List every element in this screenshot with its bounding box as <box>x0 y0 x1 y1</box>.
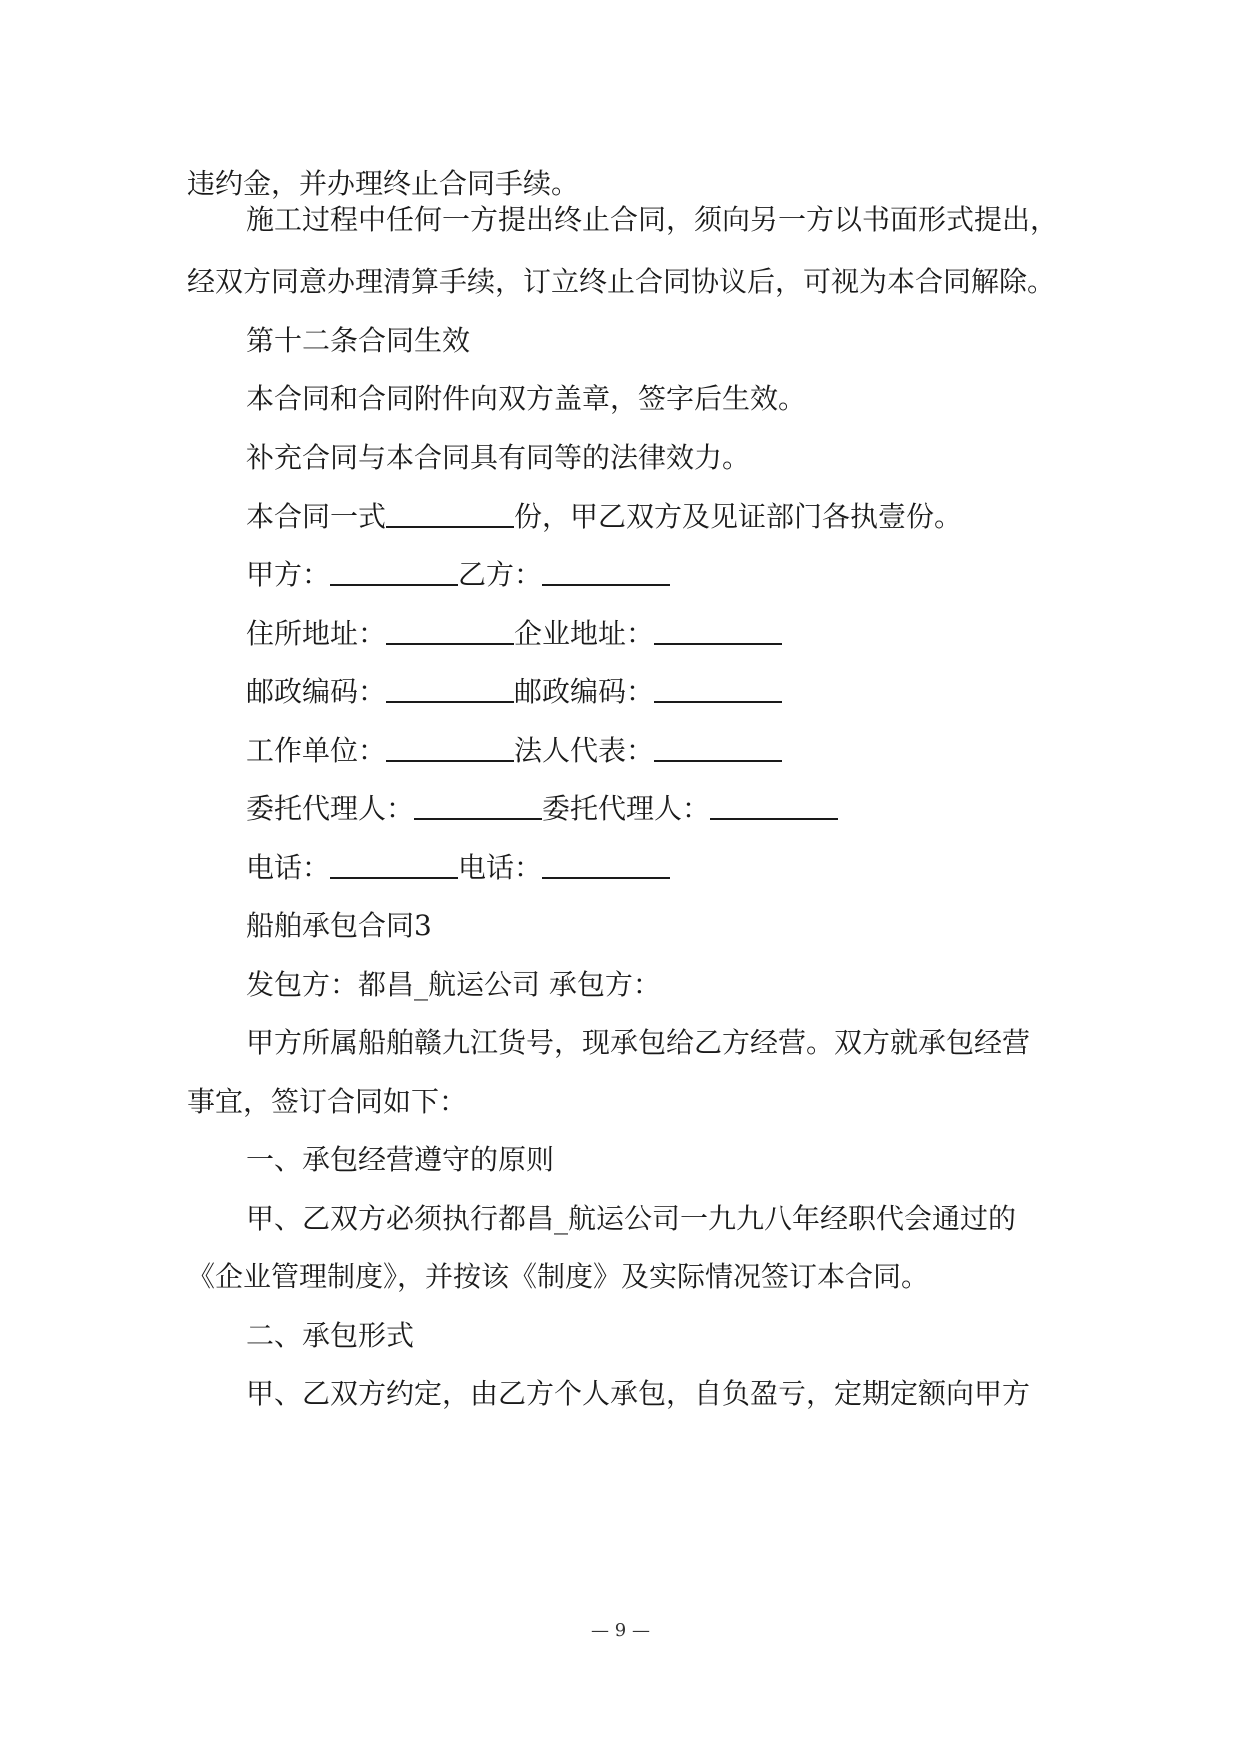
section-heading: 一、承包经营遵守的原则 <box>246 1143 555 1176</box>
signature-row <box>0 672 1241 712</box>
parties-line: 发包方：都昌_航运公司 承包方： <box>246 968 661 1001</box>
work-unit-blank[interactable] <box>386 734 514 762</box>
paragraph-line: 经双方同意办理清算手续，订立终止合同协议后，可视为本合同解除。 <box>187 265 1056 298</box>
party-b-label: 乙方： <box>458 558 543 591</box>
copies-line <box>0 497 1241 537</box>
work-unit-label: 工作单位： <box>246 734 387 767</box>
paragraph-line: 违约金，并办理终止合同手续。 <box>187 167 580 200</box>
paragraph-line: 事宜，签订合同如下： <box>187 1085 468 1118</box>
residence-address-label: 住所地址： <box>246 617 387 650</box>
paragraph-line: 施工过程中任何一方提出终止合同，须向另一方以书面形式提出， <box>246 203 1059 236</box>
contract-title: 船舶承包合同3 <box>246 909 432 942</box>
phone-b-blank[interactable] <box>542 851 670 879</box>
phone-a-blank[interactable] <box>330 851 458 879</box>
postcode-a-label: 邮政编码： <box>246 675 387 708</box>
paragraph-line: 甲、乙双方必须执行都昌_航运公司一九九八年经职代会通过的 <box>246 1202 1017 1235</box>
phone-a-label: 电话： <box>246 851 331 884</box>
party-a-blank[interactable] <box>330 558 458 586</box>
postcode-b-blank[interactable] <box>654 675 782 703</box>
paragraph-line: 本合同和合同附件向双方盖章，签字后生效。 <box>246 382 807 415</box>
section-heading: 第十二条合同生效 <box>246 324 471 357</box>
paragraph-line: 甲、乙双方约定，由乙方个人承包，自负盈亏，定期定额向甲方 <box>246 1377 1031 1410</box>
signature-row <box>0 555 1241 595</box>
legal-rep-label: 法人代表： <box>514 734 655 767</box>
signature-row <box>0 731 1241 771</box>
agent-b-blank[interactable] <box>710 792 838 820</box>
section-heading: 二、承包形式 <box>246 1319 415 1352</box>
agent-a-label: 委托代理人： <box>246 792 415 825</box>
paragraph-line: 补充合同与本合同具有同等的法律效力。 <box>246 441 751 474</box>
paragraph-line: 《企业管理制度》，并按该《制度》及实际情况签订本合同。 <box>187 1260 930 1293</box>
company-address-blank[interactable] <box>654 617 782 645</box>
signature-row <box>0 614 1241 654</box>
copies-text-after: 份，甲乙双方及见证部门各执壹份。 <box>514 500 963 533</box>
copies-blank[interactable] <box>386 500 514 528</box>
paragraph-line: 甲方所属船舶赣九江货号，现承包给乙方经营。双方就承包经营 <box>246 1026 1031 1059</box>
postcode-b-label: 邮政编码： <box>514 675 655 708</box>
company-address-label: 企业地址： <box>514 617 655 650</box>
signature-row <box>0 789 1241 829</box>
party-b-blank[interactable] <box>542 558 670 586</box>
agent-a-blank[interactable] <box>414 792 542 820</box>
legal-rep-blank[interactable] <box>654 734 782 762</box>
copies-text-before: 本合同一式 <box>246 500 387 533</box>
phone-b-label: 电话： <box>458 851 543 884</box>
signature-row <box>0 848 1241 888</box>
page-number: — 9 — <box>591 1620 650 1641</box>
agent-b-label: 委托代理人： <box>542 792 711 825</box>
postcode-a-blank[interactable] <box>386 675 514 703</box>
residence-address-blank[interactable] <box>386 617 514 645</box>
party-a-label: 甲方： <box>246 558 331 591</box>
